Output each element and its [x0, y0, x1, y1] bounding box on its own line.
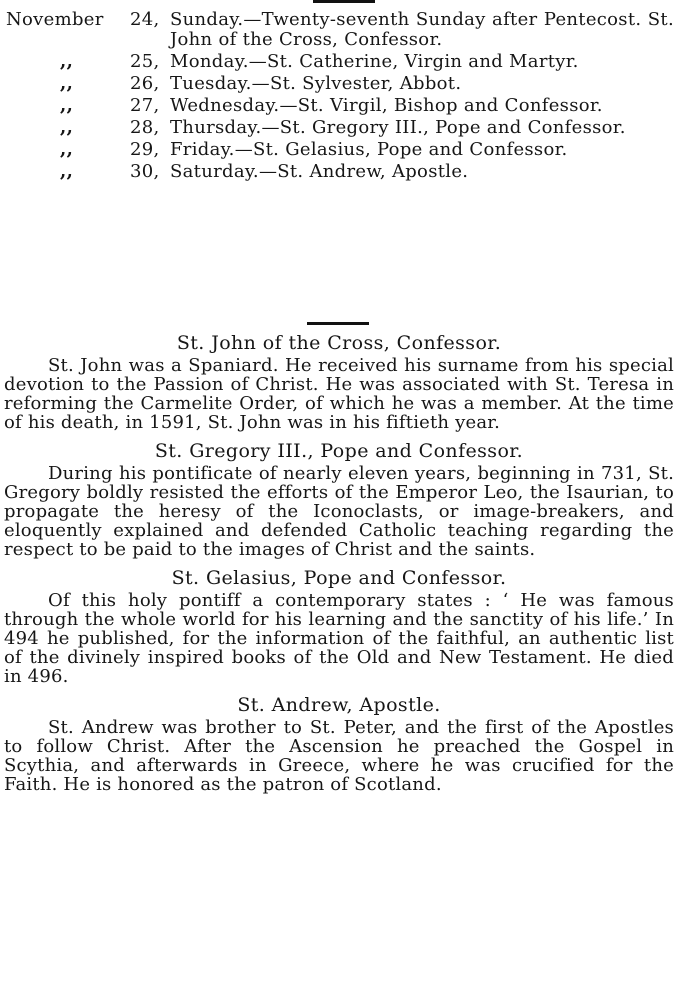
- day-number: 27,: [130, 95, 160, 116]
- ditto-mark: ,,: [60, 95, 74, 116]
- calendar-entry-body: [126, 74, 682, 94]
- article-st-gelasius: [0, 567, 682, 686]
- calendar-entry: [0, 118, 682, 138]
- article-heading: St. Andrew, Apostle.: [237, 694, 441, 716]
- article-st-andrew: [0, 694, 682, 794]
- ditto-mark: ,,: [60, 139, 74, 160]
- day-number: 30,: [130, 161, 160, 182]
- article-heading: St. Gelasius, Pope and Confessor.: [171, 567, 507, 589]
- calendar-entry: [0, 96, 682, 116]
- day-description: Sunday.—Twenty-seventh Sunday after Pentecost. St. John of the Cross, Confessor.: [170, 9, 674, 50]
- top-rule: [313, 0, 375, 3]
- day-number: 29,: [130, 139, 160, 160]
- day-number: 28,: [130, 117, 160, 138]
- calendar-entry-body: [126, 140, 682, 160]
- article-st-gregory: [0, 440, 682, 559]
- article-heading: St. John of the Cross, Confessor.: [176, 332, 502, 354]
- calendar-list: [0, 10, 682, 184]
- calendar-entry-body: [126, 10, 682, 50]
- calendar-entry-body: [126, 52, 682, 72]
- ditto-mark: ,,: [60, 51, 74, 72]
- calendar-entry: [0, 140, 682, 160]
- section-divider: [307, 322, 369, 325]
- article-body: St. Andrew was brother to St. Peter, and the first of the Apostles to follow Christ. After the Ascension he preached the Gospel in Scythia, and afterwards in Greece, where he was crucified for the Faith. He is honored as the patron of Scotland.: [4, 717, 674, 795]
- ditto-mark: ,,: [60, 161, 74, 182]
- day-number: 24,: [130, 9, 160, 30]
- saint-articles: [0, 332, 682, 802]
- calendar-entry-body: [126, 118, 682, 138]
- article-body: Of this holy pontiff a contemporary states : ‘ He was famous through the whole world for his learning and the sanctity of his life.’ In 494 he published, for the information of the faithful, an authentic list of the divinely inspired books of the Old and New Testament. He died in 496.: [4, 590, 674, 687]
- calendar-entry-body: [126, 162, 682, 182]
- day-description: Thursday.—St. Gregory III., Pope and Confessor.: [170, 117, 626, 138]
- calendar-entry: [0, 74, 682, 94]
- ditto-mark: ,,: [60, 73, 74, 94]
- calendar-entry: [0, 162, 682, 182]
- calendar-entry-body: [126, 96, 682, 116]
- article-heading: St. Gregory III., Pope and Confessor.: [154, 440, 524, 462]
- day-description: Friday.—St. Gelasius, Pope and Confessor.: [170, 139, 568, 160]
- day-number: 25,: [130, 51, 160, 72]
- day-description: Wednesday.—St. Virgil, Bishop and Confessor.: [170, 95, 603, 116]
- day-description: Tuesday.—St. Sylvester, Abbot.: [170, 73, 462, 94]
- article-body: During his pontificate of nearly eleven years, beginning in 731, St. Gregory boldly resisted the efforts of the Emperor Leo, the Isaurian, to propagate the heresy of the Iconoclasts, or image-breakers, and eloquently explained and defended Catholic teaching regarding the respect to be paid to the images of Christ and the saints.: [4, 463, 674, 560]
- calendar-entry: [0, 52, 682, 72]
- day-description: Monday.—St. Catherine, Virgin and Martyr.: [170, 51, 579, 72]
- calendar-entry: [0, 10, 682, 50]
- day-number: 26,: [130, 73, 160, 94]
- ditto-mark: ,,: [60, 117, 74, 138]
- article-st-john: [0, 332, 682, 432]
- article-body: St. John was a Spaniard. He received his surname from his special devotion to the Passion of Christ. He was associated with St. Teresa in reforming the Carmelite Order, of which he was a member. At the time of his death, in 1591, St. John was in his fiftieth year.: [4, 355, 674, 433]
- month-label: November: [6, 9, 104, 30]
- day-description: Saturday.—St. Andrew, Apostle.: [170, 161, 469, 182]
